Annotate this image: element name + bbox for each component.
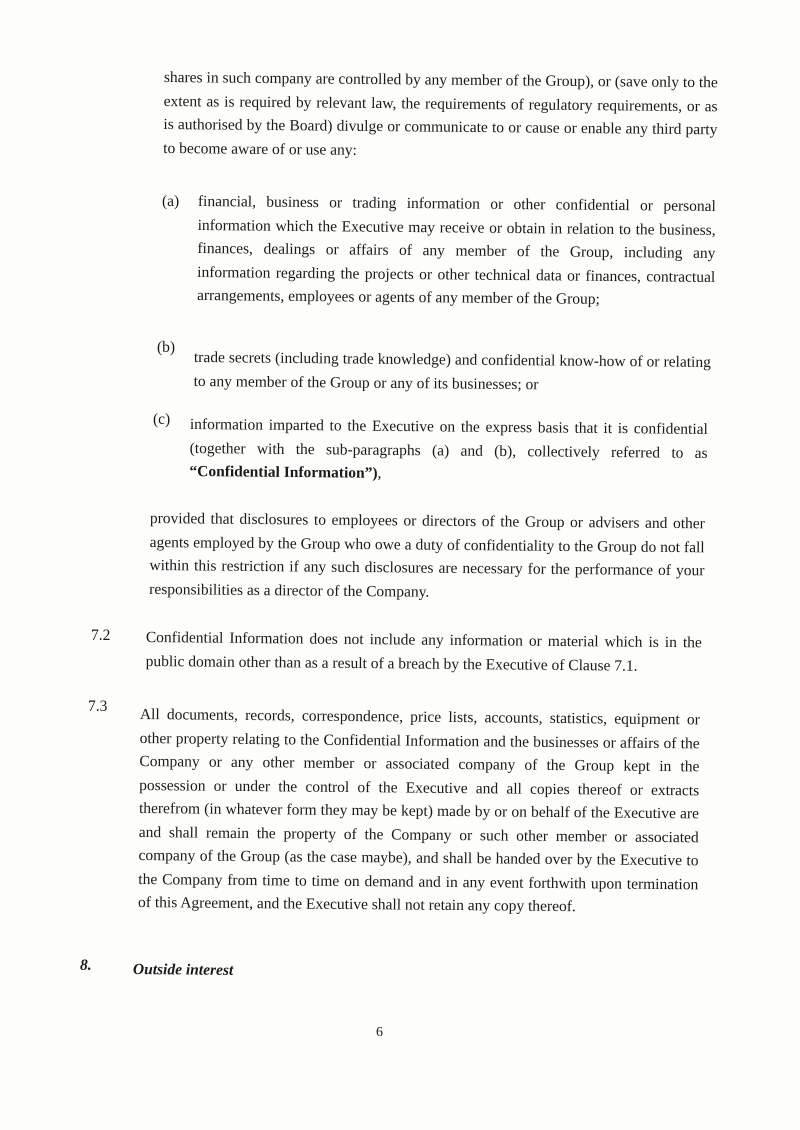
defined-term: “Confidential Information”) [189, 462, 378, 482]
item-c-text [189, 413, 708, 488]
section-heading-number: 8. [80, 957, 92, 974]
clause-number-7-3: 7.3 [88, 698, 108, 715]
item-a-label: (a) [162, 193, 180, 210]
proviso-paragraph: provided that disclosures to employees or directors of the Group or advisers and other agents employed by the Group who owe a duty of confidentiality to the Group do not fall within this restriction if any such disclosures are necessary for the performance of your responsibilities as a director of the Company. [149, 509, 705, 601]
item-c-label: (c) [153, 411, 171, 428]
item-b-text: trade secrets (including trade knowledge) and confidential know-how of or relating to any member of the Group or any of its businesses; or [193, 348, 711, 393]
section-heading-title: Outside interest [132, 961, 234, 979]
item-c-text-before: information imparted to the Executive on the express basis that it is confidential (together with the sub-paragraphs (a) and (b), collectively referred to as [189, 415, 708, 462]
clause-text-7-3: All documents, records, correspondence, price lists, accounts, statistics, equipment or other property relating to the Confidential Information and the businesses or affairs of the Company or any other member or associated company of the Group kept in the possession or under the control of the Executive and all copies thereof or extracts therefrom (in whatever form they may be kept) made by or on behalf of the Executive are and shall remain the property of the Company or such other member or associated company of the Group (as the case maybe), and shall be handed over by the Executive to the Company from time to time on demand and in any event forthwith upon termination of this Agreement, and the Executive shall not retain any copy thereof. [138, 705, 700, 916]
intro-paragraph: shares in such company are controlled by any member of the Group), or (save only to the extent as is required by relevant law, the requirements of regulatory requirements, or as is authorised by the Board) divulge or communicate to or cause or enable any third party to become aware of or use any: [163, 68, 718, 159]
page-number: 6 [376, 1025, 383, 1040]
clause-text-7-2: Confidential Information does not include any information or material which is in the public domain other than as a result of a breach by the Executive of Clause 7.1. [145, 628, 702, 675]
item-c-text-after: , [377, 464, 382, 482]
item-b-label: (b) [157, 339, 176, 356]
clause-number-7-2: 7.2 [91, 627, 111, 644]
item-a-text: financial, business or trading information or other confidential or personal information which the Executive may receive or obtain in relation to the business, finances, dealings or affairs of any member of the Group, including any information regarding the projects or other technical data or finances, contractual arrangements, employees or agents of any member of the Group; [196, 192, 716, 308]
